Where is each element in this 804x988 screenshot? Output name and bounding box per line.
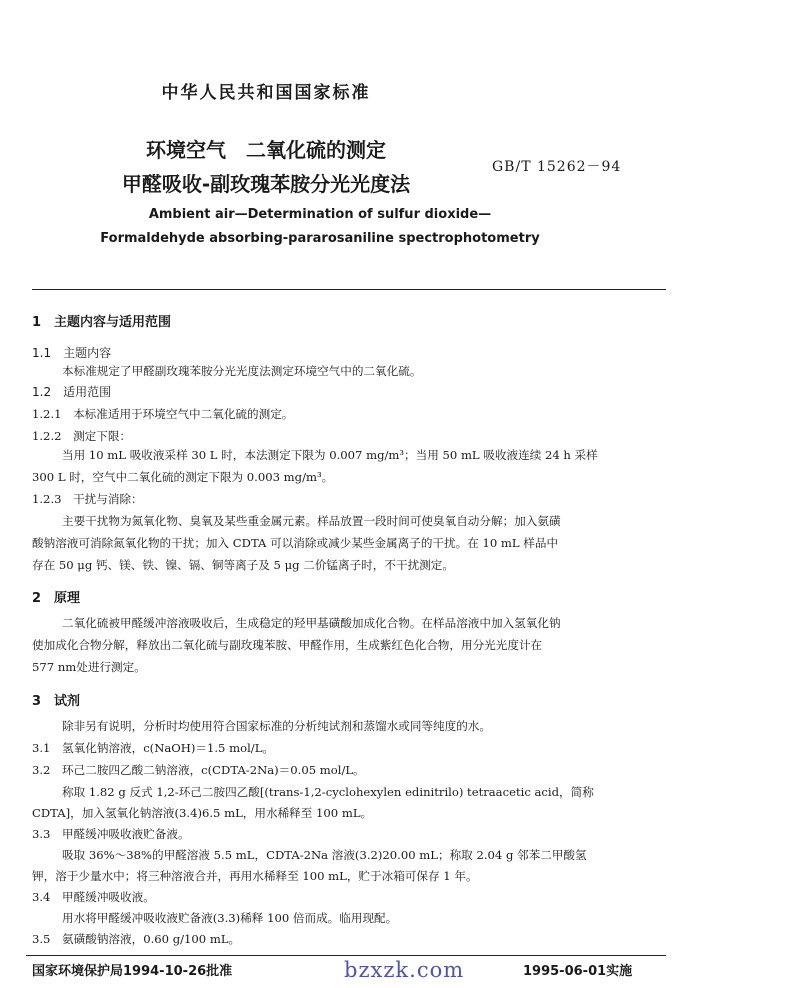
paragraph-1-2-2-line-1: 当用 10 mL 吸收液采样 30 L 时，本法测定下限为 0.007 mg/m³；当用 50 mL 吸收液连续 24 h 采样: [62, 448, 598, 462]
clause-3-1: 3.1 氢氧化钠溶液，c(NaOH)＝1.5 mol/L。: [32, 741, 274, 755]
clause-1-2-3: 1.2.3 干扰与消除：: [32, 492, 143, 506]
standard-type-heading: 中华人民共和国国家标准: [161, 83, 371, 103]
subsection-heading-1-1: 1.1 主题内容: [32, 346, 112, 360]
paragraph-3: 除非另有说明，分析时均使用符合国家标准的分析纯试剂和蒸馏水或同等纯度的水。: [62, 719, 491, 733]
paragraph-2-line-1: 二氧化硫被甲醛缓冲溶液吸收后，生成稳定的羟甲基磺酸加成化合物。在样品溶液中加入氢氧化钠: [62, 616, 561, 630]
header-divider: [32, 289, 666, 290]
paragraph-1-2-3-line-2: 酸钠溶液可消除氮氧化物的干扰；加入 CDTA 可以消除或减少某些金属离子的干扰。在 10 mL 样品中: [32, 536, 559, 550]
implementation-date: 1995-06-01实施: [523, 964, 633, 979]
paragraph-1-2-3-line-1: 主要干扰物为氮氧化物、臭氧及某些重金属元素。样品放置一段时间可使臭氧自动分解；加入氨磺: [62, 514, 561, 528]
title-chinese-line-2: 甲醛吸收-副玫瑰苯胺分光光度法: [121, 172, 411, 196]
paragraph-3-3-line-2: 钾，溶于少量水中；将三种溶液合并，再用水稀释至 100 mL，贮于冰箱可保存 1 年。: [32, 869, 478, 883]
watermark: bzxzk.com: [344, 958, 465, 982]
clause-3-3: 3.3 甲醛缓冲吸收液贮备液。: [32, 827, 190, 841]
clause-3-4: 3.4 甲醛缓冲吸收液。: [32, 890, 155, 904]
section-heading-3: 3 试剂: [32, 694, 81, 709]
paragraph-1-1: 本标准规定了甲醛副玫瑰苯胺分光光度法测定环境空气中的二氧化硫。: [62, 364, 422, 378]
approval-date: 国家环境保护局1994-10-26批准: [32, 964, 233, 979]
clause-1-2-1: 1.2.1 本标准适用于环境空气中二氧化硫的测定。: [32, 407, 294, 421]
title-english-line-1: Ambient air—Determination of sulfur dioxide—: [148, 207, 492, 222]
paragraph-3-4: 用水将甲醛缓冲吸收液贮备液(3.3)稀释 100 倍而成。临用现配。: [62, 911, 398, 925]
title-chinese-line-1: 环境空气 二氧化硫的测定: [146, 138, 386, 162]
subsection-heading-1-2: 1.2 适用范围: [32, 385, 112, 399]
clause-3-5: 3.5 氨磺酸钠溶液，0.60 g/100 mL。: [32, 932, 241, 946]
title-english-line-2: Formaldehyde absorbing-pararosaniline spectrophotometry: [100, 231, 540, 246]
paragraph-3-2-line-1: 称取 1.82 g 反式 1,2-环己二胺四乙酸[(trans-1,2-cyclohexylen edinitrilo) tetraacetic acid，简称: [62, 785, 594, 799]
clause-1-2-2: 1.2.2 测定下限：: [32, 429, 132, 443]
paragraph-1-2-3-line-3: 存在 50 μg 钙、镁、铁、镍、镉、铜等离子及 5 μg 二价锰离子时，不干扰测定。: [32, 558, 454, 572]
paragraph-2-line-3: 577 nm处进行测定。: [32, 660, 146, 674]
paragraph-3-3-line-1: 吸取 36%～38%的甲醛溶液 5.5 mL，CDTA-2Na 溶液(3.2)20.00 mL；称取 2.04 g 邻苯二甲酸氢: [62, 848, 587, 862]
paragraph-3-2-line-2: CDTA]，加入氢氧化钠溶液(3.4)6.5 mL，用水稀释至 100 mL。: [32, 806, 373, 820]
footer-divider: [26, 955, 666, 956]
paragraph-1-2-2-line-2: 300 L 时，空气中二氧化硫的测定下限为 0.003 mg/m³。: [32, 470, 334, 484]
paragraph-2-line-2: 使加成化合物分解，释放出二氧化硫与副玫瑰苯胺、甲醛作用，生成紫红色化合物，用分光光度计在: [32, 638, 543, 652]
section-heading-2: 2 原理: [32, 591, 81, 606]
clause-3-2: 3.2 环己二胺四乙酸二钠溶液，c(CDTA-2Na)＝0.05 mol/L。: [32, 763, 365, 777]
section-heading-1: 1 主题内容与适用范围: [32, 315, 172, 330]
standard-number: GB/T 15262－94: [492, 159, 622, 175]
